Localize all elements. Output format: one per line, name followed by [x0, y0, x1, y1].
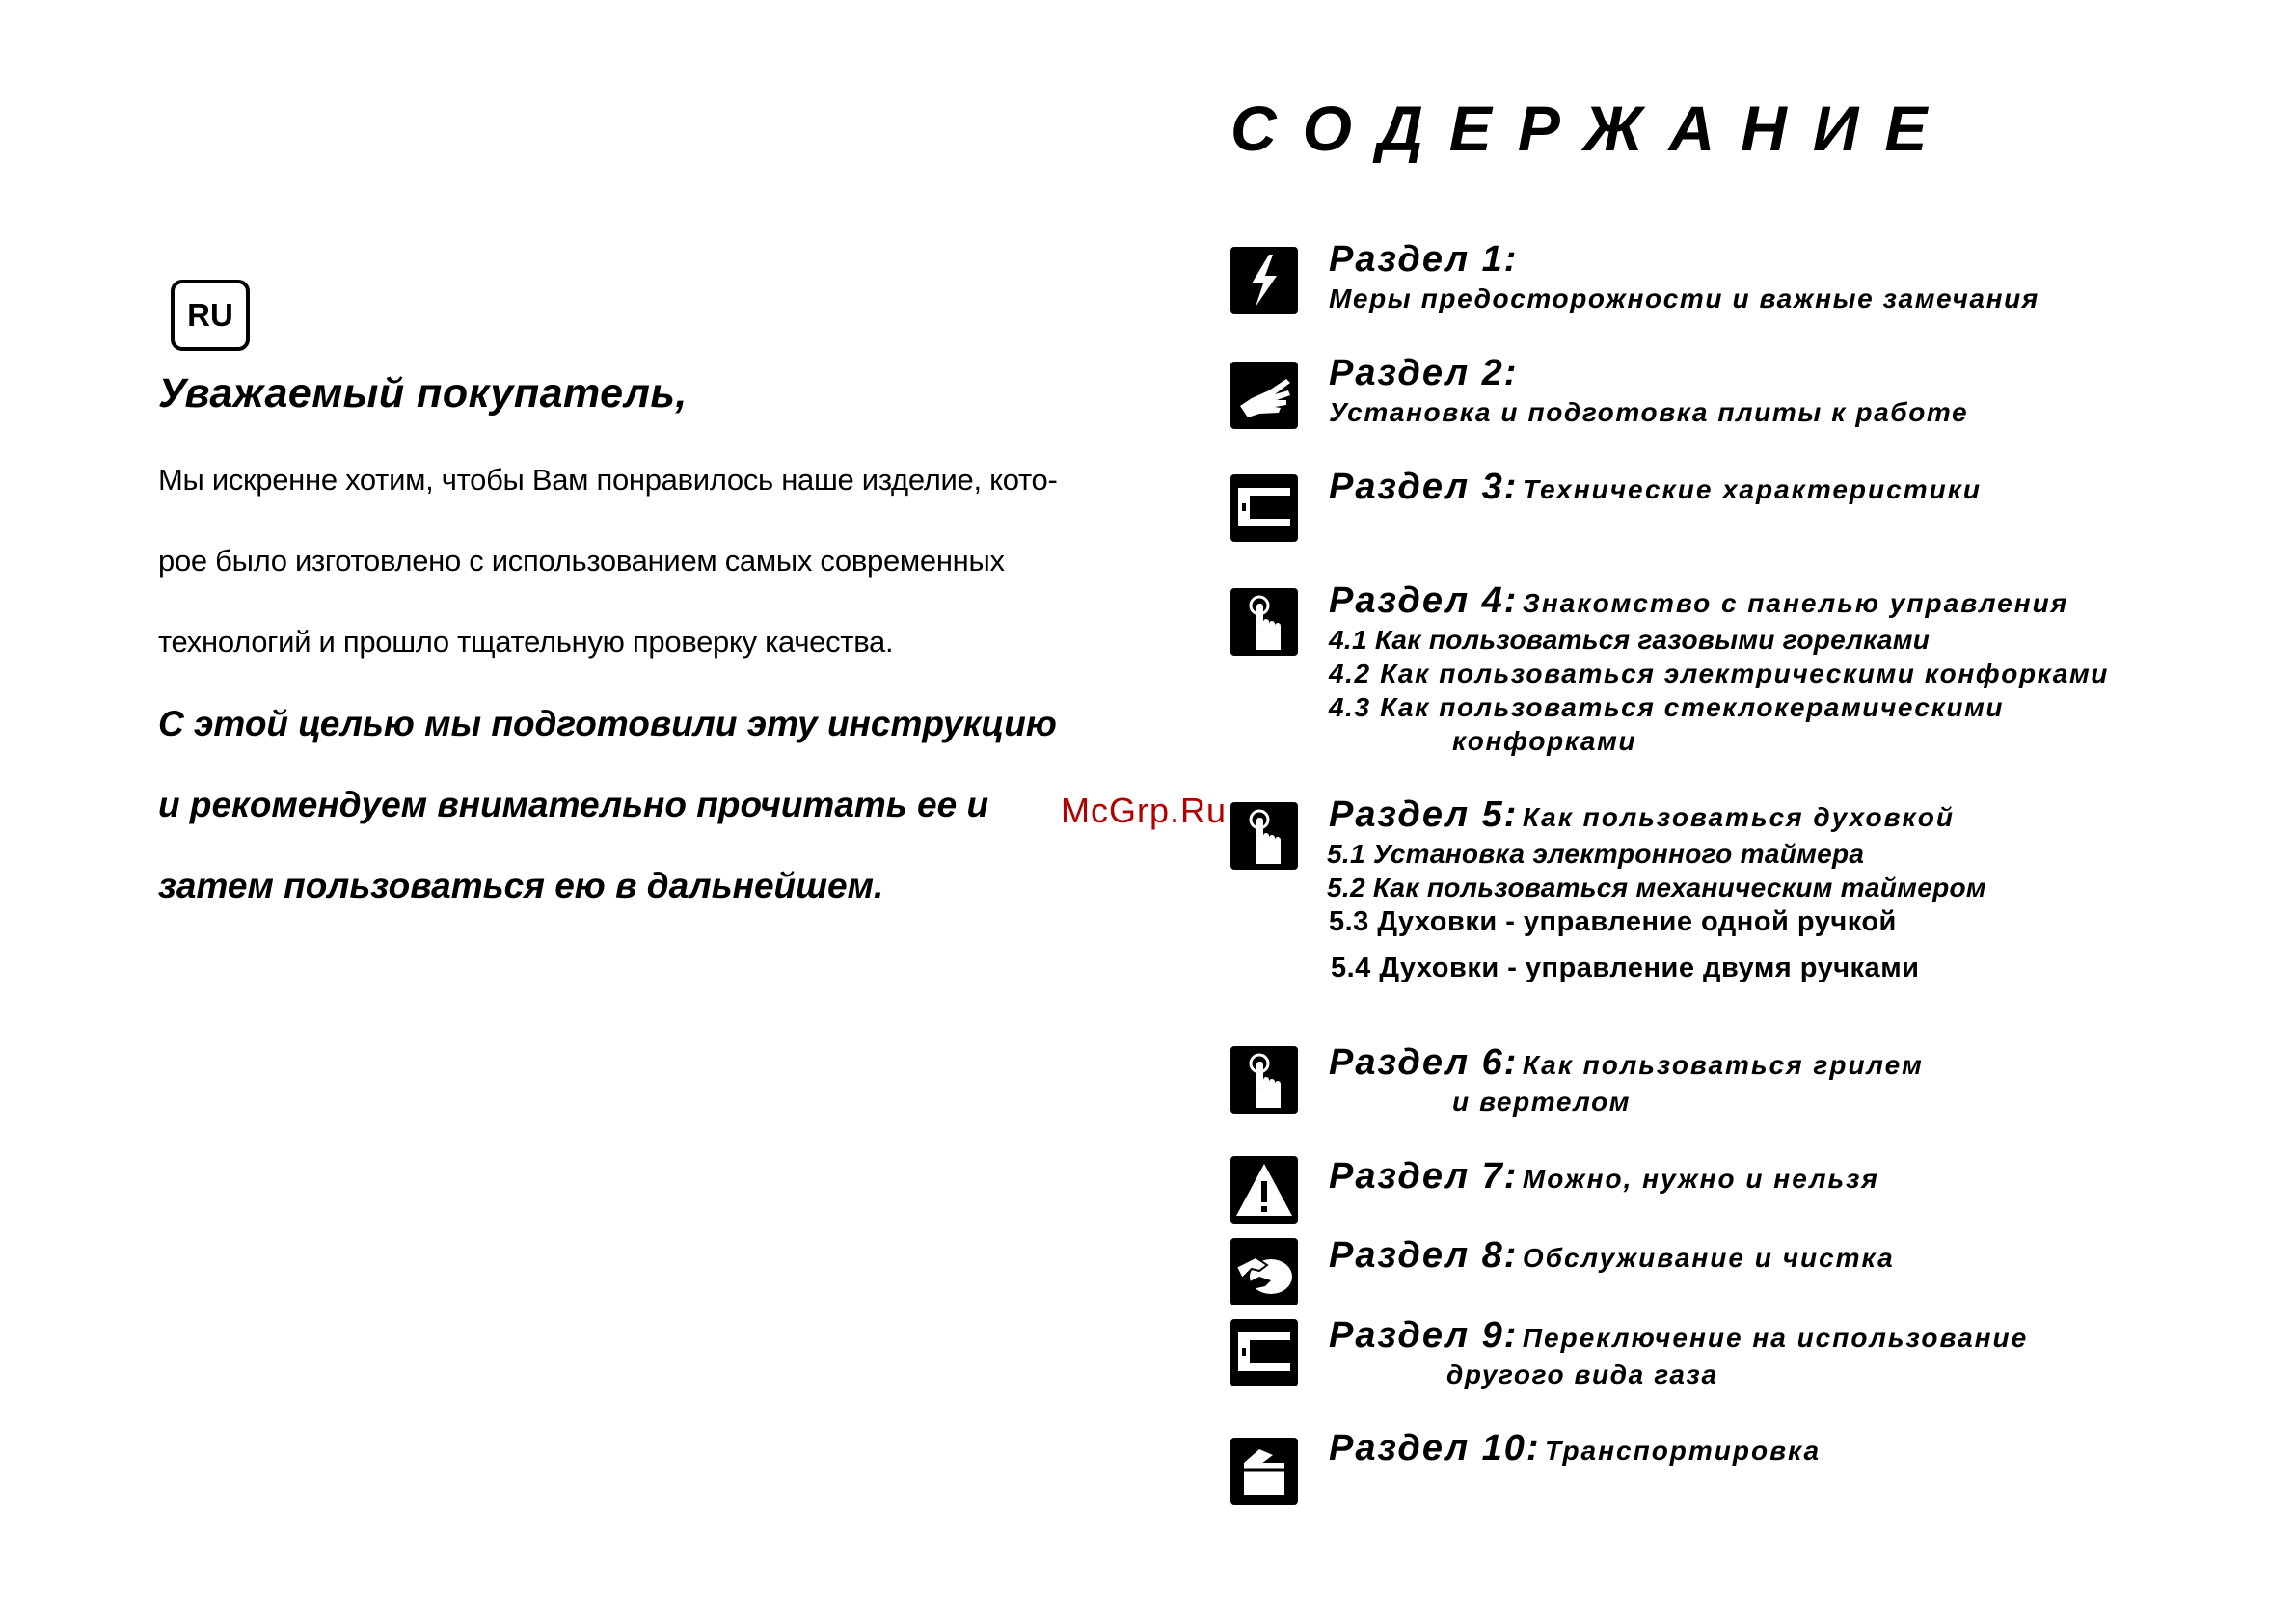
section-label: Раздел 1:	[1329, 239, 1519, 280]
toc-section-6[interactable]	[1329, 1042, 1924, 1084]
subsection-5-1[interactable]: 5.1 Установка электронного таймера	[1327, 839, 1865, 869]
subsection-4-2[interactable]: 4.2 Как пользоваться электрическими конфорками	[1329, 659, 2109, 688]
section-label: Раздел 3:	[1329, 467, 1519, 507]
toc-section-2[interactable]	[1329, 353, 1518, 394]
section-label: Раздел 4:	[1329, 580, 1519, 621]
toc-section-10[interactable]	[1329, 1428, 1821, 1469]
watermark-text: McGrp.Ru	[1061, 791, 1228, 830]
subsection-5-3[interactable]: 5.3 Духовки - управление одной ручкой	[1329, 906, 1897, 937]
subsection-5-4[interactable]: 5.4 Духовки - управление двумя ручками	[1331, 953, 1920, 983]
section-line: другого вида газа	[1446, 1359, 1718, 1389]
emphasis-line: и рекомендуем внимательно прочитать ее и	[158, 785, 989, 824]
language-badge: RU	[171, 280, 250, 351]
toc-section-7[interactable]	[1329, 1156, 1879, 1198]
warning-icon	[1230, 1156, 1298, 1224]
section-title: Как пользоваться духовкой	[1522, 802, 1955, 832]
section-title: Обслуживание и чистка	[1522, 1243, 1895, 1273]
section-line: и вертелом	[1452, 1087, 1632, 1117]
pointing-finger-icon	[1230, 588, 1298, 656]
pointing-finger-icon	[1230, 1046, 1298, 1114]
toc-section-5[interactable]	[1329, 794, 1955, 836]
section-line: Установка и подготовка плиты к работе	[1329, 397, 1969, 427]
section-label: Раздел 7:	[1329, 1156, 1519, 1197]
hand-icon	[1230, 362, 1298, 429]
emphasis-line: С этой целью мы подготовили эту инструкцию	[158, 704, 1057, 743]
intro-line: рое было изготовлено с использованием самых современных	[158, 544, 1005, 578]
toc-section-1[interactable]	[1329, 239, 1518, 281]
toc-section-4[interactable]	[1329, 580, 2068, 622]
intro-line: Мы искренне хотим, чтобы Вам понравилось наше изделие, кото-	[158, 463, 1058, 497]
section-label: Раздел 8:	[1329, 1235, 1519, 1276]
lightning-icon	[1230, 247, 1298, 314]
section-label: Раздел 6:	[1329, 1042, 1519, 1083]
section-title: Переключение на использование	[1522, 1323, 2029, 1353]
gas-pipe-icon	[1230, 474, 1298, 542]
toc-section-8[interactable]	[1329, 1235, 1895, 1277]
subsection-4-1[interactable]: 4.1 Как пользоваться газовыми горелками	[1329, 625, 1931, 655]
pointing-finger-icon	[1230, 802, 1298, 870]
section-line: Меры предосторожности и важные замечания	[1329, 283, 2039, 313]
greeting-heading: Уважаемый покупатель,	[158, 370, 688, 417]
section-label: Раздел 10:	[1329, 1428, 1541, 1468]
subsection-4-3[interactable]: 4.3 Как пользоваться стеклокерамическими	[1329, 692, 2005, 722]
subsection-5-2[interactable]: 5.2 Как пользоваться механическим таймером	[1327, 873, 1986, 902]
toc-section-3[interactable]	[1329, 467, 1982, 508]
section-label: Раздел 2:	[1329, 353, 1519, 393]
section-label: Раздел 9:	[1329, 1315, 1519, 1356]
cleaning-icon	[1230, 1238, 1298, 1305]
section-title: Знакомство с панелью управления	[1522, 588, 2069, 618]
section-title: Транспортировка	[1545, 1436, 1822, 1466]
toc-title: СОДЕРЖАНИЕ	[1230, 93, 1954, 164]
subsection-4-3-continued: конфорками	[1452, 726, 1637, 756]
emphasis-line: затем пользоваться ею в дальнейшем.	[158, 866, 884, 905]
gas-pipe-icon	[1230, 1319, 1298, 1386]
intro-line: технологий и прошло тщательную проверку качества.	[158, 625, 894, 659]
section-title: Как пользоваться грилем	[1522, 1050, 1924, 1080]
section-title: Можно, нужно и нельзя	[1522, 1164, 1879, 1194]
toc-section-9[interactable]	[1329, 1315, 2028, 1357]
box-icon	[1230, 1438, 1298, 1505]
section-title: Технические характеристики	[1522, 474, 1983, 504]
section-label: Раздел 5:	[1329, 794, 1519, 835]
